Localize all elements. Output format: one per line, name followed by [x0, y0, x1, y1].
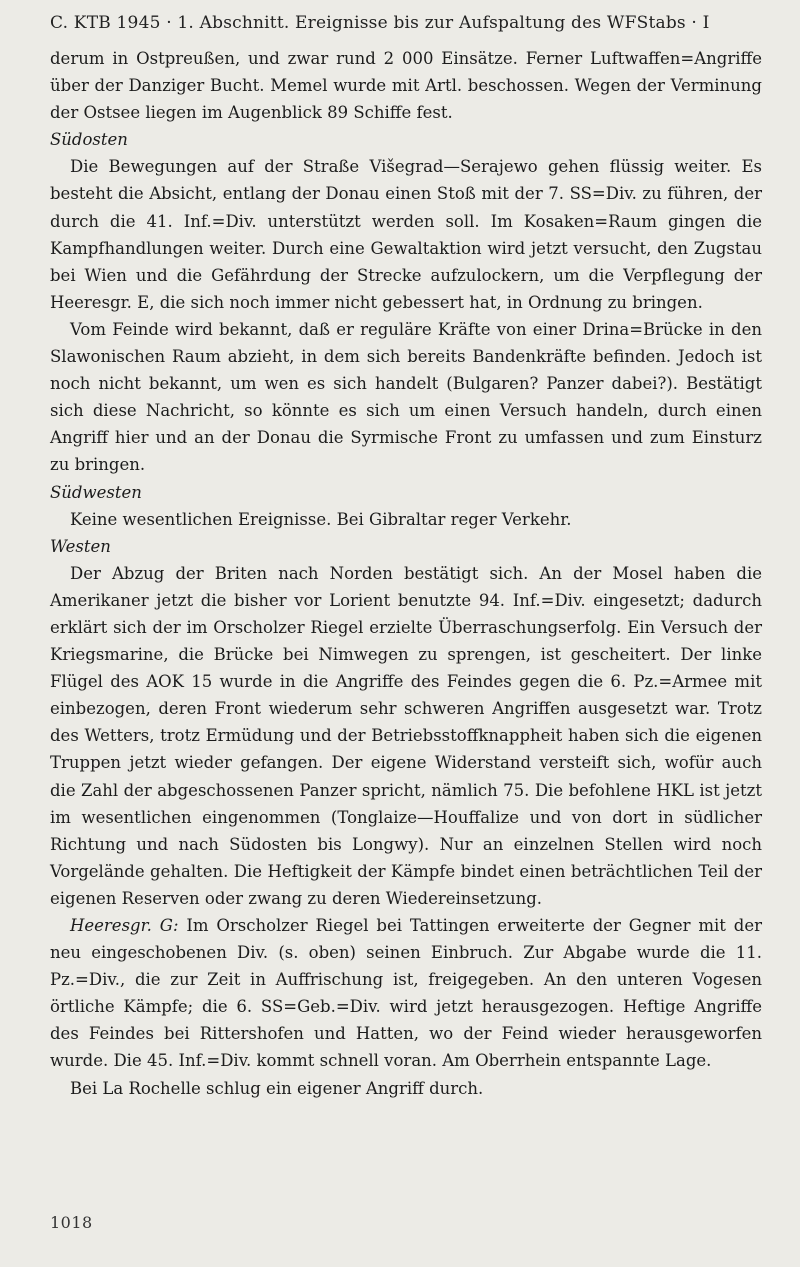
- page-number: 1018: [50, 1213, 93, 1232]
- paragraph-heeresgruppe-g: [50, 912, 762, 1075]
- paragraph-suedwesten: Keine wesentlichen Ereignisse. Bei Gibraltar reger Verkehr.: [70, 509, 572, 529]
- body-text: [50, 45, 762, 1102]
- paragraph-suedosten-feind: Vom Feinde wird bekannt, daß er reguläre Kräfte von einer Drina=Brücke in den Slawonischen Raum abzieht, in dem sich bereits Bandenkräfte befinden. Jedoch ist noch nicht bekannt, um wen es sich handelt (Bulgaren? Panzer dabei?). Bestätigt sich diese Nachricht, so könnte es sich um einen Versuch handeln, durch einen Angriff hier und an der Donau die Syrmische Front zu umfassen und zum Einsturz zu bringen.: [50, 319, 762, 475]
- section-heading-suedwesten: Südwesten: [50, 482, 142, 502]
- running-head: C. KTB 1945 · 1. Abschnitt. Ereignisse bis zur Aufspaltung des WFStabs · I: [50, 13, 710, 33]
- heeresgruppe-g-text: Im Orscholzer Riegel bei Tattingen erweiterte der Gegner mit der neu eingeschobenen Div. (s. oben) seinen Einbruch. Zur Abgabe wurde die 11. Pz.=Div., die zur Zeit in Auffrischung ist, freigegeben. An den unteren Vogesen örtliche Kämpfe; die 6. SS=Geb.=Div. wird jetzt herausgezogen. Heftige Angriffe des Feindes bei Rittershofen und Hatten, wo der Feind wieder herausgeworfen wurde. Die 45. Inf.=Div. kommt schnell voran. Am Oberrhein entspannte Lage.: [50, 916, 762, 1071]
- paragraph-la-rochelle: Bei La Rochelle schlug ein eigener Angriff durch.: [70, 1078, 484, 1098]
- paragraph-ostpreussen: derum in Ostpreußen, und zwar rund 2 000 Einsätze. Ferner Luftwaffen=Angriffe über der Danziger Bucht. Memel wurde mit Artl. beschossen. Wegen der Verminung der Ostsee liegen im Augenblick 89 Schiffe fest.: [50, 49, 762, 123]
- section-heading-westen: Westen: [50, 536, 111, 556]
- heeresgruppe-g-lead: Heeresgr. G:: [70, 916, 179, 935]
- paragraph-westen-abzug: Der Abzug der Briten nach Norden bestätigt sich. An der Mosel haben die Amerikaner jetzt die bisher vor Lorient benutzte 94. Inf.=Div. eingesetzt; dadurch erklärt sich der im Orscholzer Riegel erzielte Überraschungserfolg. Ein Versuch der Kriegsmarine, die Brücke bei Nimwegen zu sprengen, ist gescheitert. Der linke Flügel des AOK 15 wurde in die Angriffe des Feindes gegen die 6. Pz.=Armee mit einbezogen, deren Front wiederum sehr schweren Angriffen ausgesetzt war. Trotz des Wetters, trotz Ermüdung und der Betriebsstoffknappheit haben sich die eigenen Truppen jetzt wieder gefangen. Der eigene Widerstand versteift sich, wofür auch die Zahl der abgeschossenen Panzer spricht, nämlich 75. Die befohlene HKL ist jetzt im wesentlichen eingenommen (Tonglaize—Houffalize und von dort in südlicher Richtung und nach Südosten bis Longwy). Nur an einzelnen Stellen wird noch Vorgelände gehalten. Die Heftigkeit der Kämpfe bindet einen beträchtlichen Teil der eigenen Reserven oder zwang zu deren Wiedereinsetzung.: [50, 563, 762, 908]
- section-heading-suedosten: Südosten: [50, 130, 128, 150]
- paragraph-suedosten-bewegungen: Die Bewegungen auf der Straße Višegrad—Serajewo gehen flüssig weiter. Es besteht die Absicht, entlang der Donau einen Stoß mit der 7. SS=Div. zu führen, der durch die 41. Inf.=Div. unterstützt werden soll. Im Kosaken=Raum gingen die Kampfhandlungen weiter. Durch eine Gewaltaktion wird jetzt versucht, den Zugstau bei Wien und die Gefährdung der Strecke aufzulockern, um die Verpflegung der Heeresgr. E, die sich noch immer nicht gebessert hat, in Ordnung zu bringen.: [50, 157, 762, 312]
